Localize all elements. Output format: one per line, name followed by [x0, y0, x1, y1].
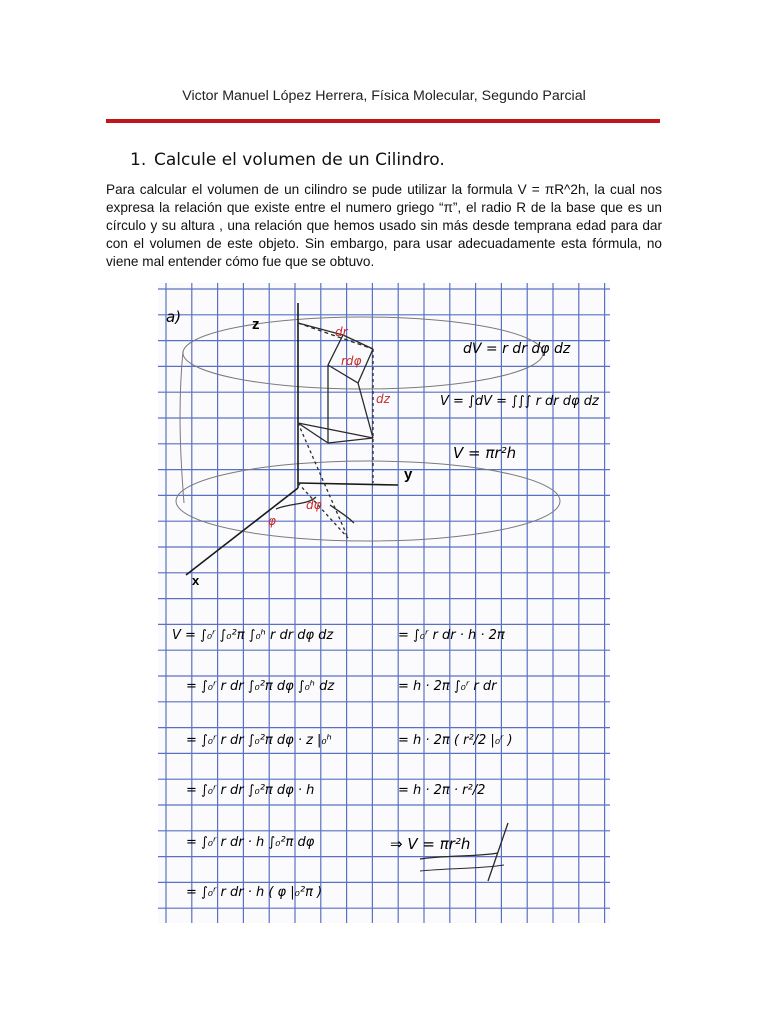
derivation-right-4: = h · 2π · r²/2 — [398, 783, 486, 798]
derivation-step-5: = ∫₀ʳ r dr · h ∫₀²π dφ — [186, 835, 315, 850]
label-dz: dz — [376, 392, 390, 406]
derivation-right-3: = h · 2π ( r²/2 |₀ʳ ) — [398, 733, 513, 748]
derivation-step-6: = ∫₀ʳ r dr · h ( φ |₀²π ) — [186, 885, 323, 900]
page-header: Victor Manuel López Herrera, Física Molecular, Segundo Parcial — [182, 88, 586, 104]
handwritten-figure — [158, 283, 610, 923]
x-axis-label: x — [192, 573, 200, 588]
intro-paragraph: Para calcular el volumen de un cilindro se pude utilizar la formula V = πR^2h, la cual nos expresa la relación que existe entre el numero griego “π”, el radio R de la base que es un círculo y su altura , una relación que hemos usado sin más desde temprana edad para dar con el volumen de este objeto. Sin embargo, para usar adecuadamente esta fórmula, no viene mal entender cómo fue que se obtuvo. — [106, 182, 662, 269]
figure-part-label: a) — [166, 308, 182, 326]
derivation-step-1: V = ∫₀ʳ ∫₀²π ∫₀ʰ r dr dφ dz — [172, 628, 334, 643]
label-r-dphi: rdφ — [341, 354, 362, 368]
section-number: 1. — [130, 150, 147, 170]
derivation-right-1: = ∫₀ʳ r dr · h · 2π — [398, 628, 505, 643]
derivation-final-result: ⇒ V = πr²h — [390, 835, 471, 853]
section-heading — [130, 150, 445, 170]
label-dr: dr — [335, 325, 348, 339]
label-phi: φ — [268, 514, 276, 528]
formula-result-top: V = πr²h — [453, 444, 517, 462]
formula-triple-integral: V = ∫dV = ∫∫∫ r dr dφ dz — [440, 394, 599, 409]
derivation-step-2: = ∫₀ʳ r dr ∫₀²π dφ ∫₀ʰ dz — [186, 679, 335, 694]
z-axis-label: z — [252, 316, 260, 333]
derivation-right-2: = h · 2π ∫₀ʳ r dr — [398, 679, 497, 694]
label-dphi: dφ — [306, 498, 322, 512]
section-title-text: Calcule el volumen de un Cilindro. — [154, 150, 445, 170]
derivation-step-3: = ∫₀ʳ r dr ∫₀²π dφ · z |₀ʰ — [186, 733, 332, 748]
y-axis-label: y — [404, 466, 413, 483]
derivation-step-4: = ∫₀ʳ r dr ∫₀²π dφ · h — [186, 783, 315, 798]
grid-paper-background — [158, 283, 610, 923]
header-rule — [106, 119, 660, 123]
formula-dV: dV = r dr dφ dz — [463, 341, 571, 357]
